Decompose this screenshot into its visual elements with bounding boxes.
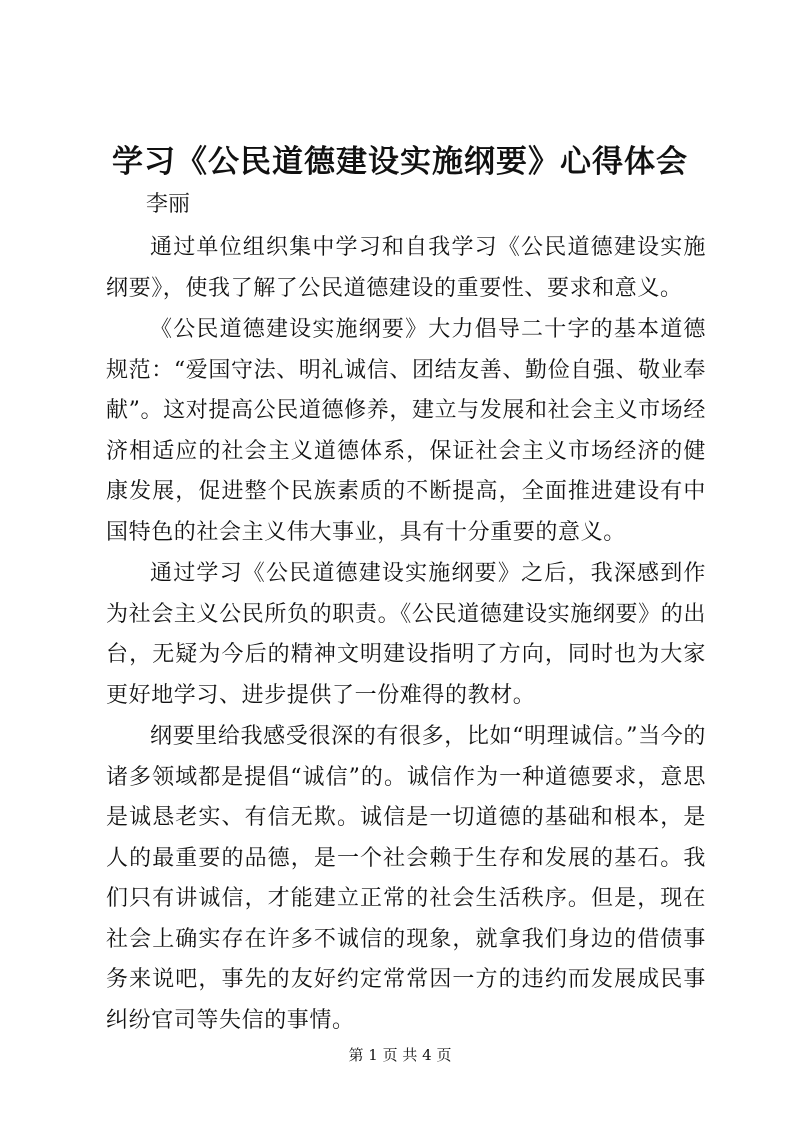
paragraph-2: 《公民道德建设实施纲要》大力倡导二十字的基本道德规范：“爱国守法、明礼诚信、团结友善、勤俭自强、敬业奉献”。这对提高公民道德修养，建立与发展和社会主义市场经济相适应的社会主义道德体系，保证社会主义市场经济的健康发展，促进整个民族素质的不断提高，全面推进建设有中国特色的社会主义伟大事业，具有十分重要的意义。 xyxy=(106,317,706,545)
page-number-footer: 第 1 页 共 4 页 xyxy=(348,1046,452,1064)
document-body xyxy=(106,228,706,1041)
author-name: 李丽 xyxy=(146,192,191,217)
document-title: 学习《公民道德建设实施纲要》心得体会 xyxy=(112,144,688,180)
paragraph-3: 通过学习《公民道德建设实施纲要》之后，我深感到作为社会主义公民所负的职责。《公民道德建设实施纲要》的出台，无疑为今后的精神文明建设指明了方向，同时也为大家更好地学习、进步提供了一份难得的教材。 xyxy=(106,561,706,708)
paragraph-1: 通过单位组织集中学习和自我学习《公民道德建设实施纲要》，使我了解了公民道德建设的重要性、要求和意义。 xyxy=(106,235,706,301)
paragraph-4: 纲要里给我感受很深的有很多，比如“明理诚信。”当今的诸多领域都是提倡“诚信”的。诚信作为一种道德要求，意思是诚恳老实、有信无欺。诚信是一切道德的基础和根本，是人的最重要的品德，是一个社会赖于生存和发展的基石。我们只有讲诚信，才能建立正常的社会生活秩序。但是，现在社会上确实存在许多不诚信的现象，就拿我们身边的借债事务来说吧，事先的友好约定常常因一方的违约而发展成民事纠纷官司等失信的事情。 xyxy=(106,724,706,1033)
